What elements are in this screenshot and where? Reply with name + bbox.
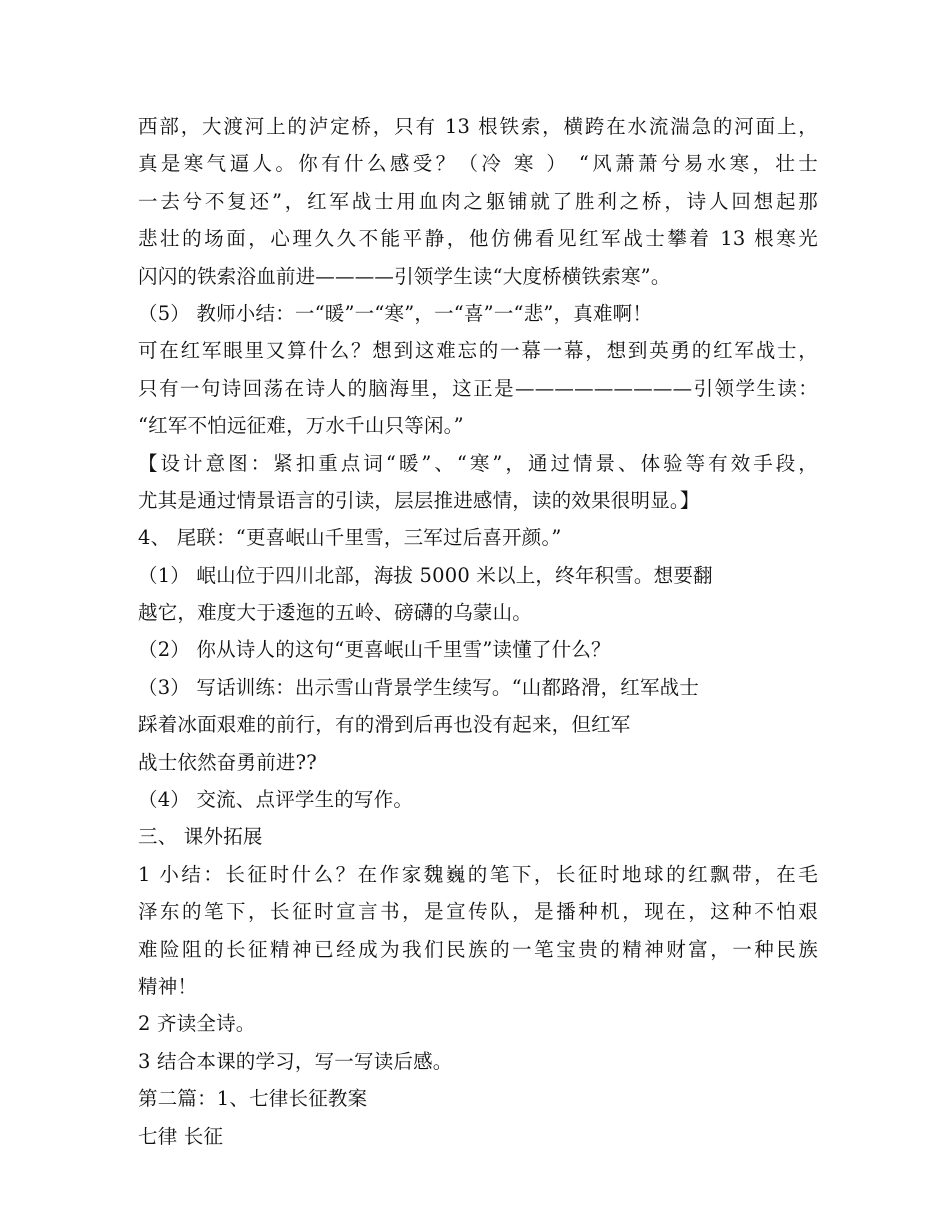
section-heading: 三、 课外拓展 xyxy=(138,825,263,849)
text-line: 一去兮不复还”，红军战士用血肉之躯铺就了胜利之桥，诗人回想起那 xyxy=(138,189,818,213)
text-line: 3 结合本课的学习，写一写读后感。 xyxy=(138,1049,453,1073)
text-line: 泽东的笔下，长征时宣言书，是宣传队，是播种机，现在，这种不怕艰 xyxy=(138,900,818,924)
text-line: 1 小结：长征时什么？在作家魏巍的笔下，长征时地球的红飘带，在毛 xyxy=(138,862,818,886)
text-line: 闪闪的铁索浴血前进————引领学生读“大度桥横铁索寒”。 xyxy=(138,264,671,288)
text-line: 悲壮的场面，心理久久不能平静，他仿佛看见红军战士攀着 13 根寒光 xyxy=(138,227,818,251)
text-line: 【设计意图：紧扣重点词“暖”、“寒”，通过情景、体验等有效手段， xyxy=(138,451,818,475)
title-line: 七律 长征 xyxy=(138,1124,224,1148)
text-line: 踩着冰面艰难的前行，有的滑到后再也没有起来，但红军 xyxy=(138,713,631,737)
text-line: （3） 写话训练：出示雪山背景学生续写。“山都路滑，红军战士 xyxy=(138,675,700,699)
text-line: 尤其是通过情景语言的引读，层层推进感情，读的效果很明显。】 xyxy=(138,488,700,512)
text-line: 西部，大渡河上的泸定桥，只有 13 根铁索，横跨在水流湍急的河面上， xyxy=(138,115,818,138)
text-line: （2） 你从诗人的这句“更喜岷山千里雪”读懂了什么？ xyxy=(138,638,611,662)
text-line: （4） 交流、点评学生的写作。 xyxy=(138,788,414,812)
text-line: （5） 教师小结：一“暖”一“寒”，一“喜”一“悲”，真难啊！ xyxy=(138,301,653,325)
chapter-heading: 第二篇：1、七律长征教案 xyxy=(138,1087,368,1111)
text-line: 只有一句诗回荡在诗人的脑海里，这正是—————————引领学生读： xyxy=(138,376,818,400)
section-heading: 4、 尾联：“更喜岷山千里雪，三军过后喜开颜。” xyxy=(138,526,562,550)
text-line: 2 齐读全诗。 xyxy=(138,1012,256,1036)
text-line: 难险阻的长征精神已经成为我们民族的一笔宝贵的精神财富，一种民族 xyxy=(138,937,818,961)
text-line: “红军不怕远征难，万水千山只等闲。” xyxy=(138,414,464,438)
text-line: 精神！ xyxy=(138,974,198,998)
text-line: 战士依然奋勇前进?? xyxy=(138,750,317,774)
text-line: 可在红军眼里又算什么？想到这难忘的一幕一幕，想到英勇的红军战士， xyxy=(138,339,818,363)
text-body xyxy=(138,108,818,1155)
text-line: 越它，难度大于逶迤的五岭、磅礴的乌蒙山。 xyxy=(138,601,533,625)
text-line: 真是寒气逼人。你有什么感受？（冷 寒 ） “风萧萧兮易水寒，壮士 xyxy=(138,152,818,176)
text-line: （1） 岷山位于四川北部，海拔 5000 米以上，终年积雪。想要翻 xyxy=(138,563,713,587)
